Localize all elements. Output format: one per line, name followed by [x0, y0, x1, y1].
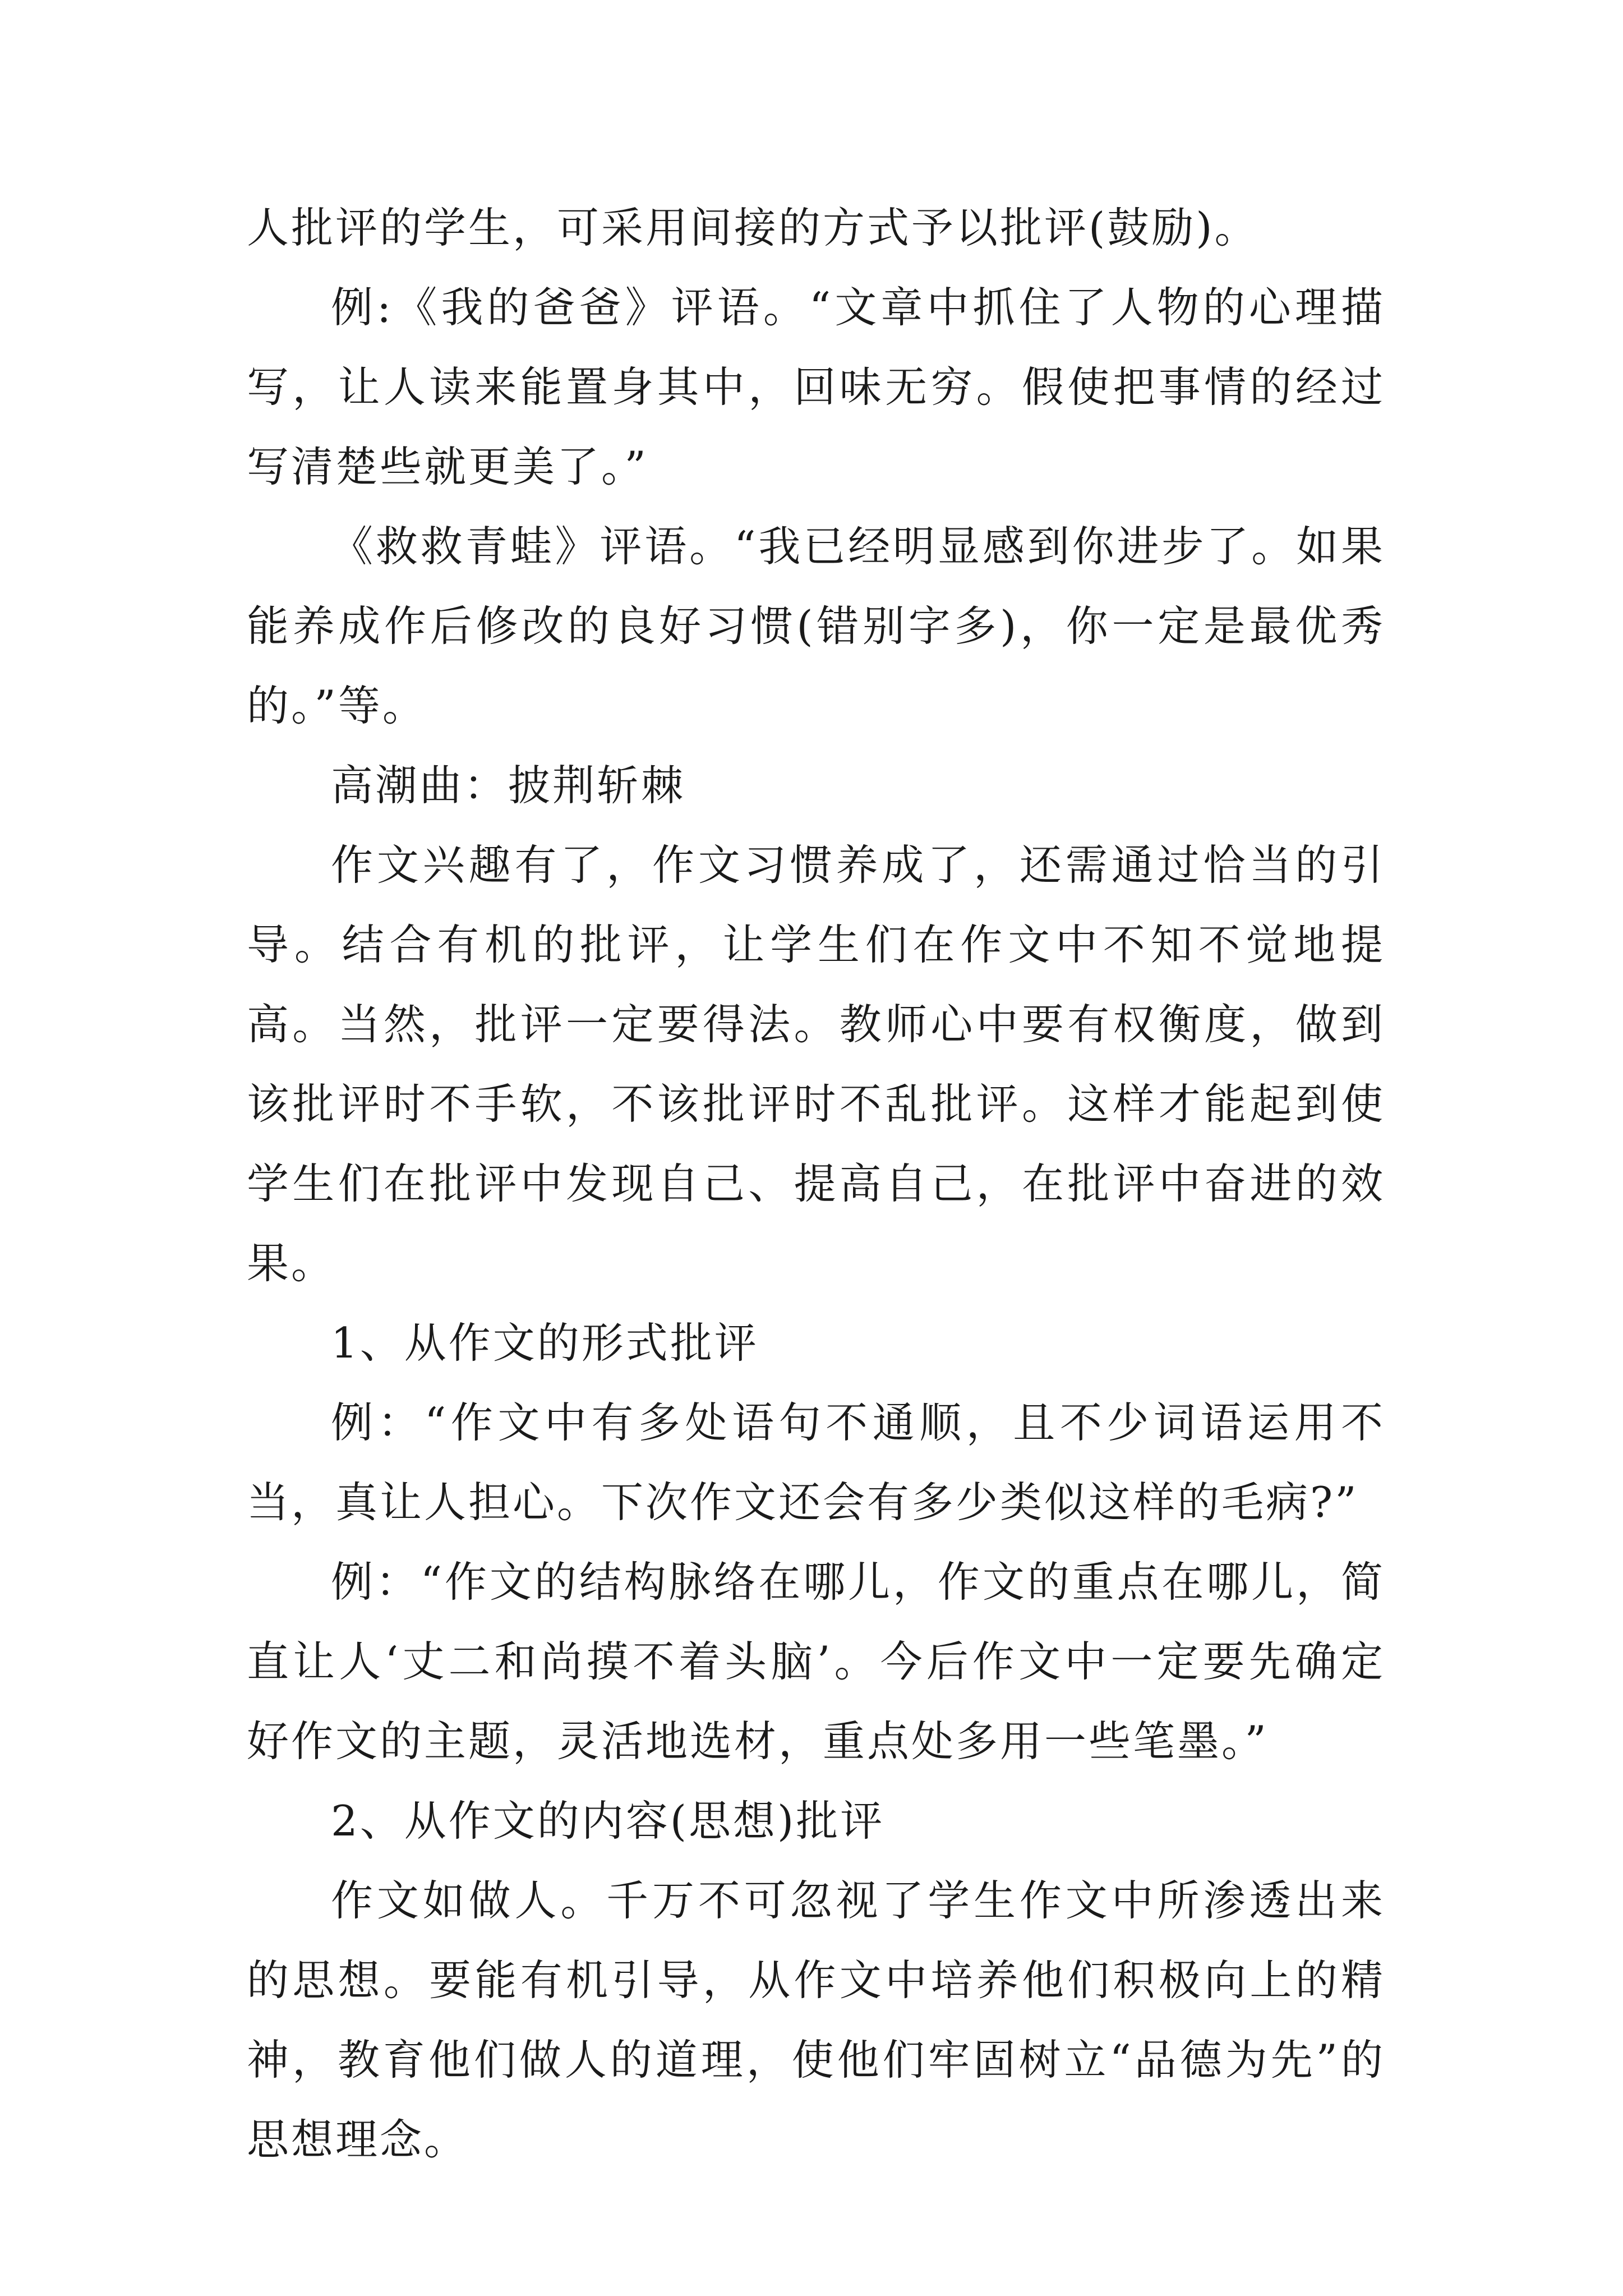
- paragraph: 作文兴趣有了，作文习惯养成了，还需通过恰当的引导。结合有机的批评，让学生们在作文中不知不觉地提高。当然，批评一定要得法。教师心中要有权衡度，做到该批评时不手软，不该批评时不乱批评。这样才能起到使学生们在批评中发现自己、提高自己，在批评中奋进的效果。: [247, 840, 1385, 1288]
- subsection-heading: 2、从作文的内容(思想)批评: [331, 1796, 885, 1846]
- paragraph: 人批评的学生，可采用间接的方式予以批评(鼓励)。: [247, 203, 1259, 252]
- paragraph: 例：“作文的结构脉络在哪儿，作文的重点在哪儿，简直让人‘丈二和尚摸不着头脑’。今后作文中一定要先确定好作文的主题，灵活地选材，重点处多用一些笔墨。”: [247, 1557, 1385, 1766]
- paragraph: 作文如做人。千万不可忽视了学生作文中所渗透出来的思想。要能有机引导，从作文中培养他们积极向上的精神，教育他们做人的道理，使他们牢固树立“品德为先”的思想理念。: [247, 1876, 1385, 2164]
- paragraph: 《救救青蛙》评语。“我已经明显感到你进步了。如果能养成作后修改的良好习惯(错别字多)，你一定是最优秀的。”等。: [247, 522, 1385, 730]
- document-body: [247, 188, 1385, 2179]
- paragraph: 例：“作文中有多处语句不通顺，且不少词语运用不当，真让人担心。下次作文还会有多少类似这样的毛病?”: [247, 1398, 1385, 1527]
- section-heading: 高潮曲：披荆斩棘: [331, 761, 686, 810]
- subsection-heading: 1、从作文的形式批评: [331, 1318, 759, 1368]
- paragraph: 例:《我的爸爸》评语。“文章中抓住了人物的心理描写，让人读来能置身其中，回味无穷。假使把事情的经过写清楚些就更美了。”: [247, 283, 1385, 491]
